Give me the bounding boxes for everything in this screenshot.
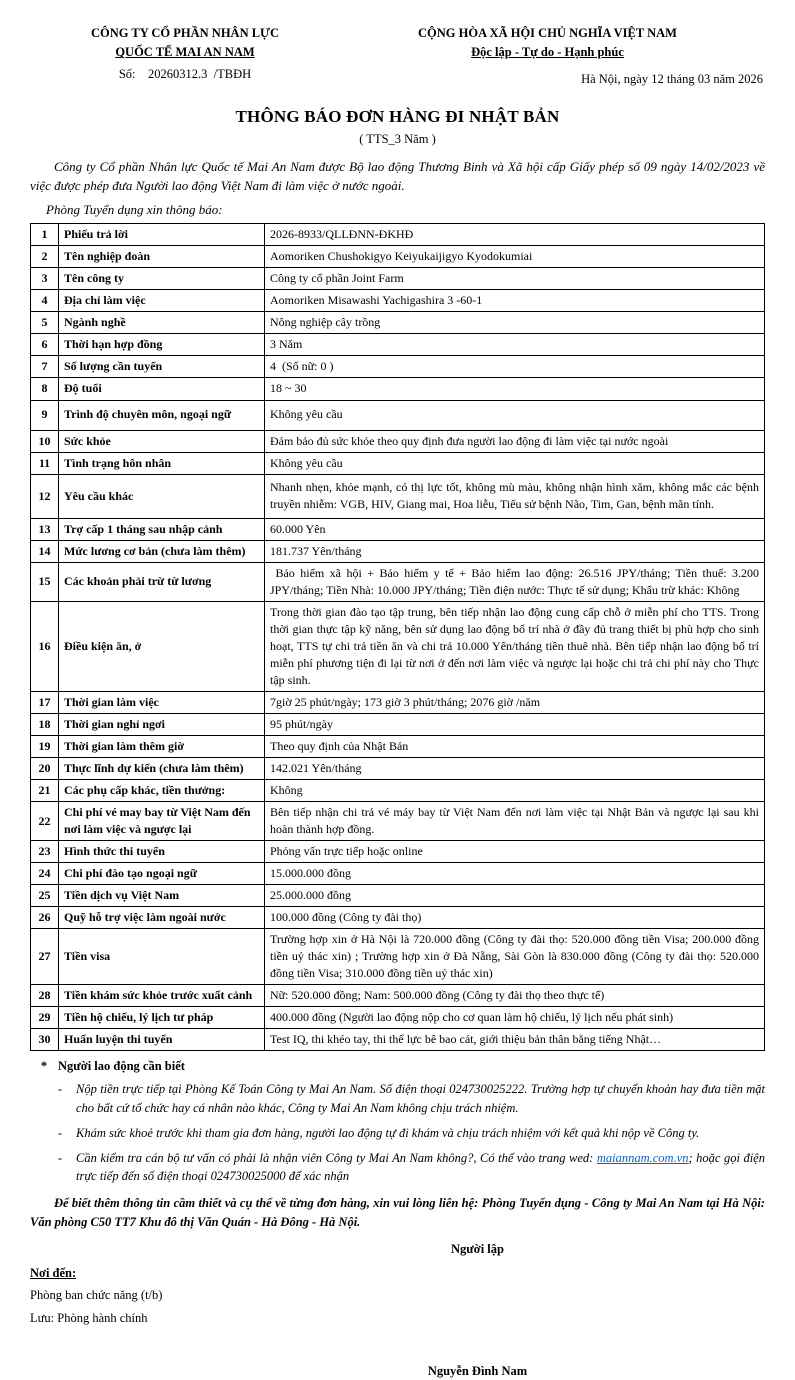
dash-marker: -	[58, 1150, 63, 1165]
note-text-pre: Cần kiểm tra cán bộ tư vấn có phải là nhận viên Công ty Mai An Nam không?, Có thể vào trang wed:	[76, 1150, 597, 1165]
cell-label: Tiền hộ chiếu, lý lịch tư pháp	[59, 1007, 265, 1029]
cell-label: Sức khỏe	[59, 430, 265, 452]
cell-no: 26	[31, 907, 59, 929]
cell-no: 29	[31, 1007, 59, 1029]
cell-label: Thời gian nghỉ ngơi	[59, 713, 265, 735]
document-number: Số: 20260312.3 /TBĐH	[118, 66, 252, 81]
table-row	[31, 518, 765, 540]
cell-label: Thời hạn hợp đồng	[59, 334, 265, 356]
cell-value: Theo quy định của Nhật Bản	[265, 735, 765, 757]
cell-no: 9	[31, 400, 59, 430]
recipients-heading: Nơi đến:	[30, 1265, 77, 1280]
cell-label: Số lượng cần tuyển	[59, 356, 265, 378]
recipient-line-departments: Phòng ban chức năng (t/b)	[30, 1287, 163, 1302]
cell-label: Phiếu trả lời	[59, 224, 265, 246]
cell-label: Tiền khám sức khỏe trước xuất cảnh	[59, 985, 265, 1007]
cell-label: Tình trạng hôn nhân	[59, 452, 265, 474]
company-block	[30, 24, 330, 87]
cell-no: 6	[31, 334, 59, 356]
cell-no: 20	[31, 757, 59, 779]
national-title: CỘNG HÒA XÃ HỘI CHỦ NGHĨA VIỆT NAM	[418, 26, 677, 40]
cell-value: 3 Năm	[265, 334, 765, 356]
company-website-link[interactable]: maiannam.com.vn	[596, 1150, 689, 1165]
table-row	[31, 841, 765, 863]
cell-no: 10	[31, 430, 59, 452]
table-row	[31, 224, 765, 246]
table-row	[31, 268, 765, 290]
date-place-line: Hà Nội, ngày 12 tháng 03 năm 2026	[581, 71, 763, 86]
asterisk-marker: *	[40, 1059, 48, 1074]
table-row	[31, 430, 765, 452]
cell-label: Thời gian làm thêm giờ	[59, 735, 265, 757]
cell-value: 142.021 Yên/tháng	[265, 757, 765, 779]
cell-value: 181.737 Yên/tháng	[265, 540, 765, 562]
cell-label: Ngành nghề	[59, 312, 265, 334]
note-text	[76, 1124, 765, 1143]
creator-block	[190, 1240, 765, 1258]
cell-no: 28	[31, 985, 59, 1007]
cell-label: Chi phí đào tạo ngoại ngữ	[59, 863, 265, 885]
cell-no: 19	[31, 735, 59, 757]
cell-value: Phỏng vấn trực tiếp hoặc online	[265, 841, 765, 863]
table-row	[31, 691, 765, 713]
note-text: Nộp tiền trực tiếp tại Phòng Kế Toán Công ty Mai An Nam. Số điện thoại 024730025222. Trường hợp tự chuyển khoản hay đưa tiền mặt cho bất cứ tổ chức hay cá nhân nào khác, Công ty Mai An Nam không chịu trách nhiệm.	[76, 1082, 765, 1116]
creator-label: Người lập	[451, 1241, 504, 1256]
cell-value: Không yêu cầu	[265, 452, 765, 474]
signer-block	[190, 1362, 765, 1380]
cell-label: Địa chỉ làm việc	[59, 290, 265, 312]
cell-value: Đảm bảo đủ sức khỏe theo quy định đưa người lao động đi làm việc tại nước ngoài	[265, 430, 765, 452]
table-row	[31, 452, 765, 474]
table-row	[31, 713, 765, 735]
table-row	[31, 356, 765, 378]
company-name-line1: CÔNG TY CỔ PHẦN NHÂN LỰC	[90, 26, 280, 40]
job-order-table	[30, 223, 765, 1051]
cell-label: Quỹ hỗ trợ việc làm ngoài nước	[59, 907, 265, 929]
table-row	[31, 757, 765, 779]
signer-name: Nguyễn Đình Nam	[427, 1364, 528, 1379]
cell-no: 13	[31, 518, 59, 540]
cell-no: 22	[31, 802, 59, 841]
table-row	[31, 1007, 765, 1029]
cell-label: Các phụ cấp khác, tiền thưởng:	[59, 779, 265, 801]
note-text	[76, 1149, 765, 1187]
table-row	[31, 312, 765, 334]
cell-label: Trình độ chuyên môn, ngoại ngữ	[59, 400, 265, 430]
cell-no: 7	[31, 356, 59, 378]
recipient-line-archive: Lưu: Phòng hành chính	[30, 1311, 148, 1326]
cell-no: 23	[31, 841, 59, 863]
company-name-line2: QUỐC TẾ MAI AN NAM	[115, 45, 255, 60]
notes-heading	[30, 1059, 765, 1074]
license-paragraph: Công ty Cổ phần Nhân lực Quốc tế Mai An Nam được Bộ lao động Thương Binh và Xã hội cấp Giấy phép số 09 ngày 14/02/2023 về việc được phép đưa Người lao động Việt Nam đi làm việc ở nước ngoài.	[30, 158, 765, 194]
cell-value: Nhanh nhẹn, khỏe mạnh, có thị lực tốt, không mù màu, không nhận hình xăm, không mắc các bệnh truyền nhiễm: VGB, HIV, Giang mai, Hoa liễu, Tiểu sử bệnh Não, Tim, Gan, bệnh mãn tính.	[265, 474, 765, 518]
cell-value: Aomoriken Chushokigyo Keiyukaijigyo Kyodokumiai	[265, 246, 765, 268]
cell-no: 21	[31, 779, 59, 801]
cell-value: 15.000.000 đồng	[265, 863, 765, 885]
table-row	[31, 735, 765, 757]
table-row	[31, 929, 765, 985]
cell-value: 7giờ 25 phút/ngày; 173 giờ 3 phút/tháng; 2076 giờ /năm	[265, 691, 765, 713]
table-row	[31, 985, 765, 1007]
note-text-pre: Khám sức khoẻ trước khi tham gia đơn hàng, người lao động tự đi khám và chịu trách nhiệm với kết quả khi nộp về Công ty.	[76, 1125, 700, 1140]
cell-value: Nữ: 520.000 đồng; Nam: 500.000 đồng (Công ty đài thọ theo thực tế)	[265, 985, 765, 1007]
cell-value: 400.000 đồng (Người lao động nộp cho cơ quan làm hộ chiếu, lý lịch nếu phát sinh)	[265, 1007, 765, 1029]
table-row	[31, 540, 765, 562]
cell-no: 15	[31, 562, 59, 601]
cell-value: Bên tiếp nhận chi trả vé máy bay từ Việt Nam đến nơi làm việc tại Nhật Bản và ngược lại sau khi hoàn thành hợp đồng.	[265, 802, 765, 841]
table-row	[31, 1029, 765, 1051]
table-row	[31, 885, 765, 907]
cell-no: 27	[31, 929, 59, 985]
cell-no: 14	[31, 540, 59, 562]
cell-label: Trợ cấp 1 tháng sau nhập cảnh	[59, 518, 265, 540]
cell-value: 100.000 đồng (Công ty đài thọ)	[265, 907, 765, 929]
cell-no: 18	[31, 713, 59, 735]
cell-label: Thực lĩnh dự kiến (chưa làm thêm)	[59, 757, 265, 779]
table-row	[31, 779, 765, 801]
cell-no: 16	[31, 601, 59, 691]
cell-value: 4 (Số nữ: 0 )	[265, 356, 765, 378]
document-title: THÔNG BÁO ĐƠN HÀNG ĐI NHẬT BẢN	[235, 106, 560, 126]
cell-label: Chi phí vé may bay từ Việt Nam đến nơi làm việc và ngược lại	[59, 802, 265, 841]
table-row	[31, 246, 765, 268]
cell-value: Công ty cổ phần Joint Farm	[265, 268, 765, 290]
cell-label: Tên công ty	[59, 268, 265, 290]
cell-value: 25.000.000 đồng	[265, 885, 765, 907]
cell-value: Aomoriken Misawashi Yachigashira 3 -60-1	[265, 290, 765, 312]
cell-no: 1	[31, 224, 59, 246]
cell-value: 2026-8933/QLLĐNN-ĐKHĐ	[265, 224, 765, 246]
cell-no: 4	[31, 290, 59, 312]
document-header	[30, 24, 765, 87]
cell-no: 5	[31, 312, 59, 334]
cell-label: Tiền dịch vụ Việt Nam	[59, 885, 265, 907]
table-row	[31, 863, 765, 885]
recipients-block	[30, 1266, 765, 1329]
note-item-health-check	[30, 1124, 765, 1143]
notes-heading-text: Người lao động cần biết	[58, 1059, 185, 1074]
cell-label: Các khoản phải trừ từ lương	[59, 562, 265, 601]
cell-value: Test IQ, thi khéo tay, thi thể lực bê bao cát, giới thiệu bản thân bằng tiếng Nhật…	[265, 1029, 765, 1051]
cell-no: 30	[31, 1029, 59, 1051]
dash-marker: -	[58, 1082, 63, 1097]
cell-value: 95 phút/ngày	[265, 713, 765, 735]
table-row	[31, 400, 765, 430]
table-row	[31, 474, 765, 518]
cell-no: 25	[31, 885, 59, 907]
cell-label: Tiền visa	[59, 929, 265, 985]
cell-value: Không	[265, 779, 765, 801]
national-motto: Độc lập - Tự do - Hạnh phúc	[471, 45, 624, 60]
cell-value: Không yêu cầu	[265, 400, 765, 430]
intro-section	[30, 157, 765, 220]
cell-no: 24	[31, 863, 59, 885]
note-item-verify-staff	[30, 1149, 765, 1187]
table-row	[31, 907, 765, 929]
contact-paragraph: Để biết thêm thông tin cầm thiết và cụ thể về từng đơn hàng, xin vui lòng liên hệ: Phòng Tuyển dụng - Công ty Mai An Nam tại Hà Nội: Văn phòng C50 TT7 Khu đô thị Văn Quán - Hà Đông - Hà Nội.	[30, 1196, 765, 1229]
note-text-post: ; hoặc gọi điện trực tiếp đến số điện thoại 024730025000 để xác nhận	[76, 1150, 765, 1184]
dash-marker: -	[58, 1125, 63, 1140]
table-row	[31, 601, 765, 691]
cell-value: Nông nghiệp cây trồng	[265, 312, 765, 334]
cell-no: 11	[31, 452, 59, 474]
cell-no: 8	[31, 378, 59, 400]
table-row	[31, 378, 765, 400]
table-row	[31, 562, 765, 601]
cell-value: Bảo hiểm xã hội + Bảo hiểm y tế + Bảo hiểm lao động: 26.516 JPY/tháng; Tiền thuế: 3.200 JPY/tháng; Tiền Nhà: 10.000 JPY/tháng; Tiền điện nước: Thực tế sử dụng; Khẩu trừ khác: Không	[265, 562, 765, 601]
cell-label: Mức lương cơ bản (chưa làm thêm)	[59, 540, 265, 562]
cell-no: 17	[31, 691, 59, 713]
cell-label: Hình thức thi tuyển	[59, 841, 265, 863]
cell-label: Huấn luyện thi tuyển	[59, 1029, 265, 1051]
cell-no: 3	[31, 268, 59, 290]
order-table-body	[31, 224, 765, 1051]
announce-line: Phòng Tuyển dụng xin thông báo:	[46, 201, 223, 217]
cell-label: Tên nghiệp đoàn	[59, 246, 265, 268]
table-row	[31, 290, 765, 312]
cell-no: 2	[31, 246, 59, 268]
note-item-payment	[30, 1080, 765, 1118]
cell-label: Thời gian làm việc	[59, 691, 265, 713]
cell-value: 60.000 Yên	[265, 518, 765, 540]
cell-value: Trường hợp xin ở Hà Nội là 720.000 đồng (Công ty đài thọ: 520.000 đồng tiền Visa; 200.000 đồng tiền uỷ thác xin) ; Trường hợp xin ở Đà Nẵng, Sài Gòn là 830.000 đồng (Công ty đài thọ: 520.000 đồng tiền Visa; 310.000 đồng tiền uỷ thác xin)	[265, 929, 765, 985]
cell-value: 18 ~ 30	[265, 378, 765, 400]
cell-label: Độ tuổi	[59, 378, 265, 400]
document-subtitle: ( TTS_3 Năm )	[359, 131, 436, 146]
cell-no: 12	[31, 474, 59, 518]
table-row	[31, 802, 765, 841]
cell-label: Yêu cầu khác	[59, 474, 265, 518]
cell-label: Điều kiện ăn, ở	[59, 601, 265, 691]
national-motto-block	[330, 24, 765, 87]
table-row	[31, 334, 765, 356]
cell-value: Trong thời gian đào tạo tập trung, bên tiếp nhận lao động cung cấp chỗ ở miễn phí cho TTS. Trong thời gian thực tập kỹ năng, bên sử dụng lao động bố trí nhà ở đầy đủ trang thiết bị phù hợp cho sinh hoạt, TTS tự chi trả tiền ăn và chi trả 10.000 Yên/tháng tiền thuê nhà. Bên tiếp nhận lao động bố trí miễn phí phương tiện đi lại từ nơi ở đến nơi làm việc và ngược lại hoặc chi trả chi phí này cho Thực tập sinh.	[265, 601, 765, 691]
title-block	[30, 107, 765, 147]
